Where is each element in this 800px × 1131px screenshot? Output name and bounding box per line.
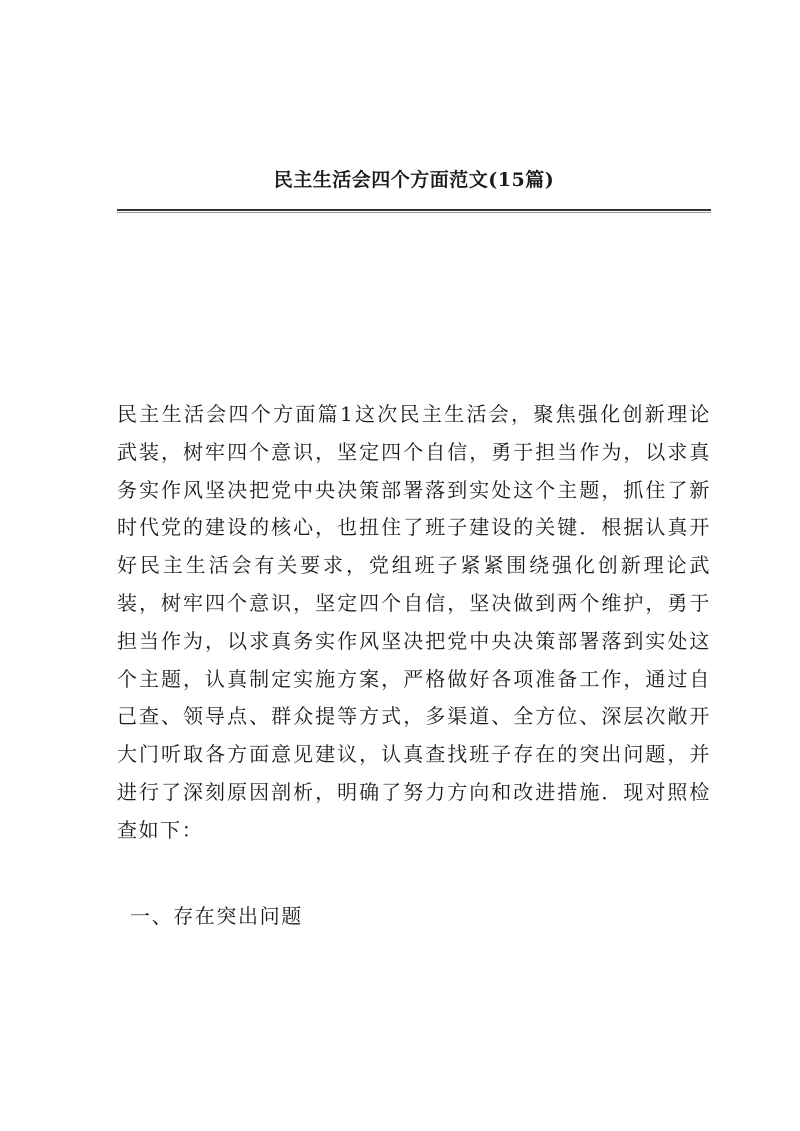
document-title: 民主生活会四个方面范文(15篇)	[273, 169, 555, 191]
section-heading: 一、存在突出问题	[130, 904, 303, 928]
title-divider	[117, 209, 711, 213]
body-paragraph: 民主生活会四个方面篇1这次民主生活会，聚焦强化创新理论武装，树牢四个意识，坚定四个自信，勇于担当作为，以求真务实作风坚决把党中央决策部署落到实处这个主题，抓住了新时代党的建设的核心，也扭住了班子建设的关键．根据认真开好民主生活会有关要求，党组班子紧紧围绕强化创新理论武装，树牢四个意识，坚定四个自信，坚决做到两个维护，勇于担当作为，以求真务实作风坚决把党中央决策部署落到实处这个主题，认真制定实施方案，严格做好各项准备工作，通过自己查、领导点、群众提等方式，多渠道、全方位、深层次敞开大门听取各方面意见建议，认真查找班子存在的突出问题，并进行了深刻原因剖析，明确了努力方向和改进措施．现对照检查如下：	[117, 402, 711, 842]
